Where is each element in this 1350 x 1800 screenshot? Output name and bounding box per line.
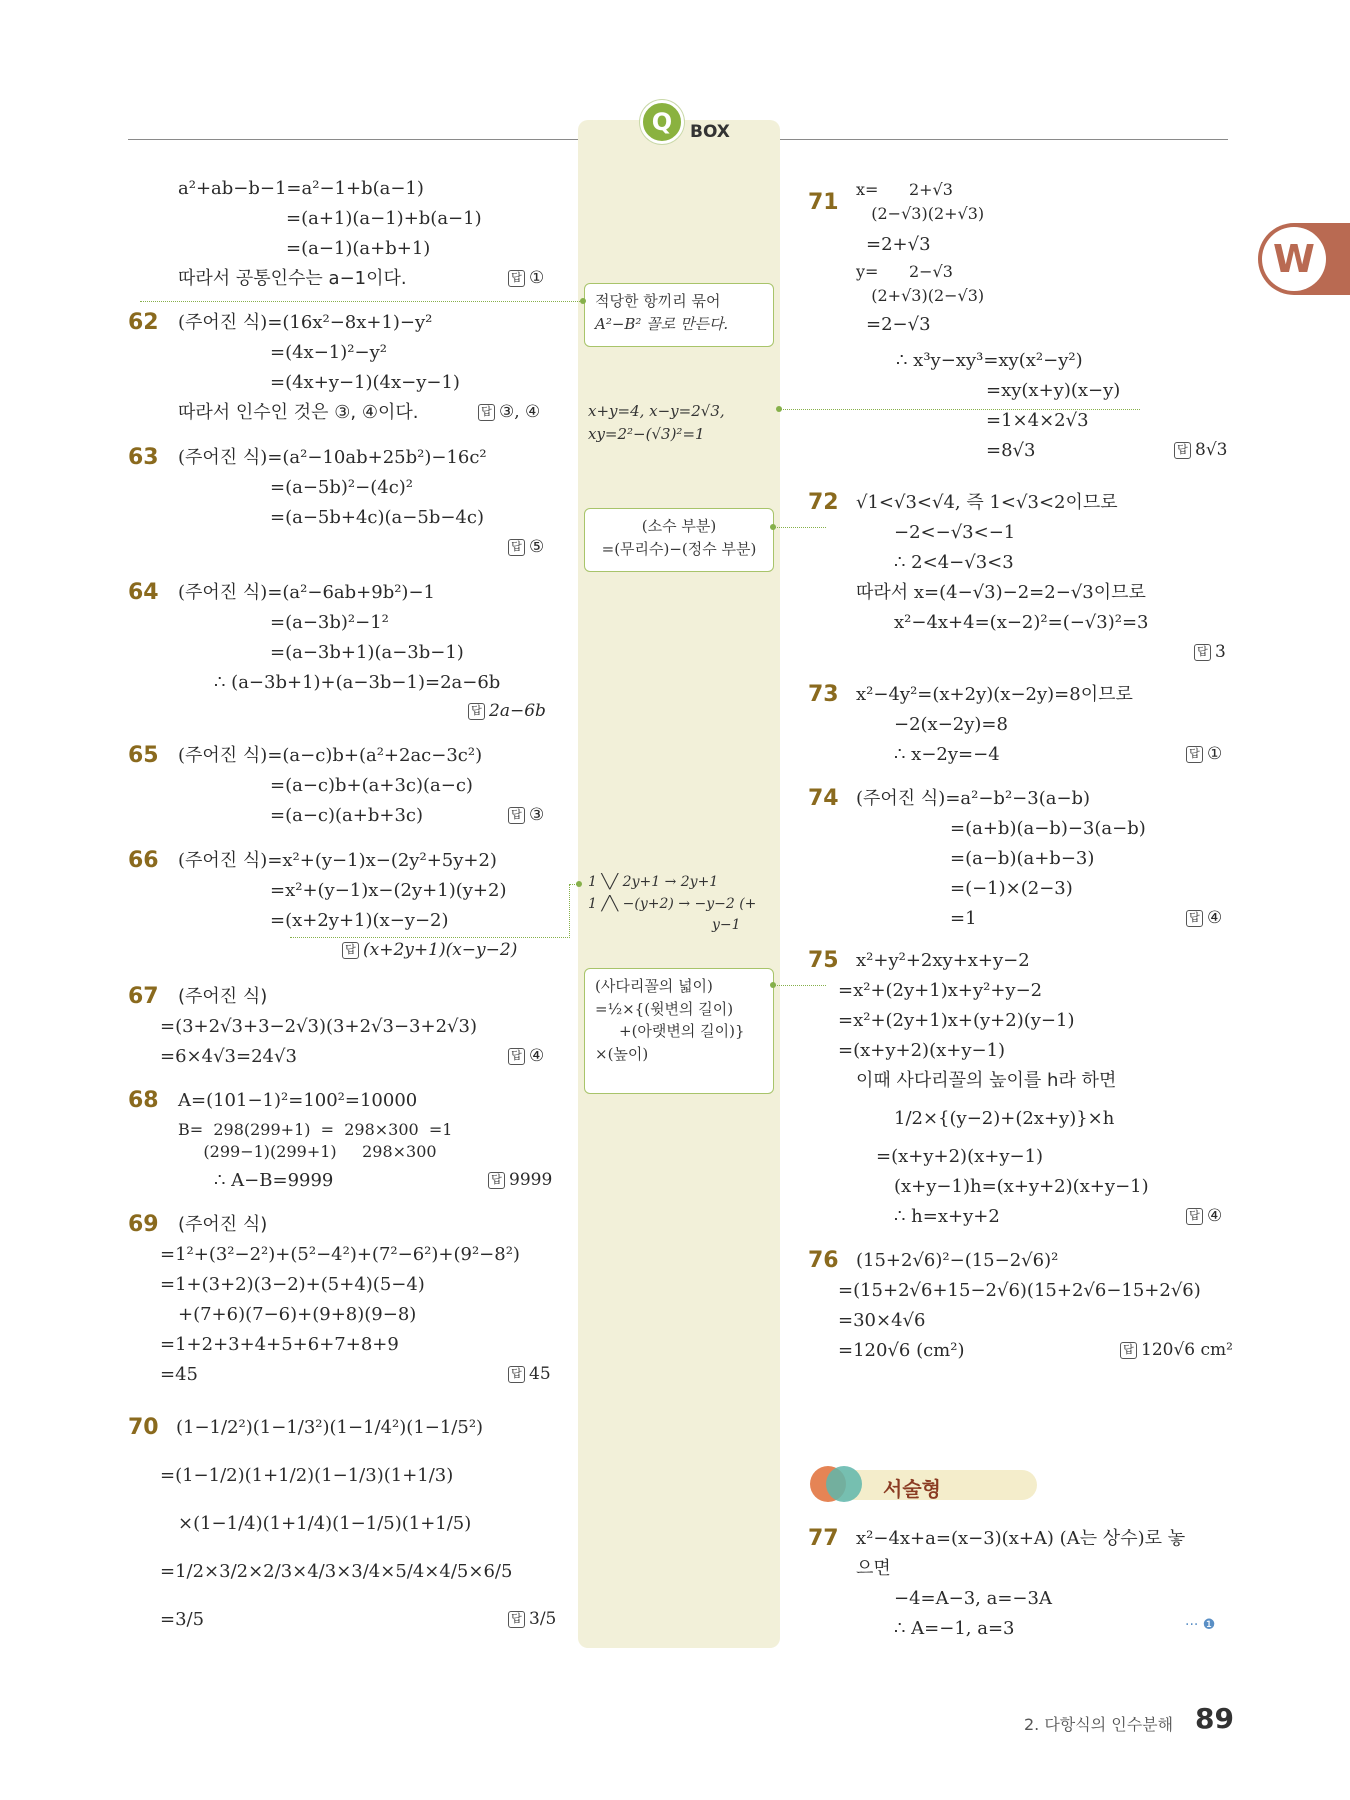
p69-line3: =1+(3+2)(3−2)+(5+4)(5−4) xyxy=(160,1274,425,1295)
qbox-note-4-line1: 1 ╲╱ 2y+1 → 2y+1 xyxy=(588,874,719,890)
p68-line2b: (299−1)(299+1) 298×300 xyxy=(178,1142,437,1161)
p68-answer-value: 9999 xyxy=(509,1170,553,1190)
answer-icon: 답 xyxy=(1174,442,1191,459)
page-number: 89 xyxy=(1195,1702,1234,1735)
p75-line6: 1/2×{(y−2)+(2x+y)}×h xyxy=(894,1108,1115,1129)
p72-line5: x²−4x+4=(x−2)²=(−√3)²=3 xyxy=(894,612,1149,633)
p73-line1: x²−4y²=(x+2y)(x−2y)=8이므로 xyxy=(856,684,1133,705)
essay-section-label: 서술형 xyxy=(883,1477,941,1501)
side-tab-letter: W xyxy=(1273,237,1315,281)
p67-answer xyxy=(508,1046,544,1066)
qbox-note-5-line2: =½×{(윗변의 길이) xyxy=(595,999,734,1018)
p75-answer-value: ④ xyxy=(1207,1206,1223,1226)
p63-line3: =(a−5b+4c)(a−5b−4c) xyxy=(270,507,484,528)
p61-answer xyxy=(508,268,544,288)
p73-line3: ∴ x−2y=−4 xyxy=(894,744,1000,765)
p76-line4: =120√6 (cm²) xyxy=(838,1340,965,1361)
p71-line3: y= 2−√3 xyxy=(856,262,953,281)
p70-answer xyxy=(508,1609,556,1629)
p66-line3: =(x+2y+1)(x−y−2) xyxy=(270,910,449,931)
p62-line2: =(4x−1)²−y² xyxy=(270,342,387,363)
p70-answer-value: 3/5 xyxy=(529,1609,557,1629)
p67-line2: =(3+2√3+3−2√3)(3+2√3−3+2√3) xyxy=(160,1016,477,1037)
p71-line3b: (2+√3)(2−√3) xyxy=(856,286,985,305)
p75-line3: =x²+(2y+1)x+(y+2)(y−1) xyxy=(838,1010,1075,1031)
p61-line3: =(a−1)(a+b+1) xyxy=(286,238,431,259)
answer-icon: 답 xyxy=(508,1611,525,1628)
qbox-note-3-line2: =(무리수)−(정수 부분) xyxy=(601,539,757,558)
p76-line2: =(15+2√6+15−2√6)(15+2√6−15+2√6) xyxy=(838,1280,1201,1301)
problem-number-73: 73 xyxy=(808,682,839,707)
problem-number-63: 63 xyxy=(128,445,159,470)
p71-line2: =2+√3 xyxy=(866,234,931,255)
answer-icon: 답 xyxy=(508,1366,525,1383)
p64-answer-value: 2a−6b xyxy=(489,701,546,721)
p67-line3: =6×4√3=24√3 xyxy=(160,1046,297,1067)
answer-icon: 답 xyxy=(1194,644,1211,661)
p77-line3: −4=A−3, a=−3A xyxy=(894,1588,1052,1609)
connector-62-dot xyxy=(580,298,586,304)
p72-line3: ∴ 2<4−√3<3 xyxy=(894,552,1014,573)
qbox-note-5 xyxy=(584,968,774,1094)
answer-icon: 답 xyxy=(508,1048,525,1065)
p63-answer-value: ⑤ xyxy=(529,537,545,557)
answer-icon: 답 xyxy=(1186,910,1203,927)
p71-line5: ∴ x³y−xy³=xy(x²−y²) xyxy=(896,350,1083,371)
p65-line2: =(a−c)b+(a+3c)(a−c) xyxy=(270,775,473,796)
p76-line1: (15+2√6)²−(15−2√6)² xyxy=(856,1250,1059,1271)
p69-answer xyxy=(508,1364,551,1384)
p62-line4: 따라서 인수인 것은 ③, ④이다. xyxy=(178,402,419,423)
p77-line2: 으면 xyxy=(856,1558,891,1579)
p68-line3: ∴ A−B=9999 xyxy=(214,1170,334,1191)
p76-answer xyxy=(1120,1340,1233,1360)
connector-66-dot xyxy=(576,881,582,887)
problem-number-75: 75 xyxy=(808,948,839,973)
connector-72 xyxy=(774,527,826,528)
p61-answer-value: ① xyxy=(529,268,545,288)
p71-answer-value: 8√3 xyxy=(1195,440,1228,460)
connector-75-dot xyxy=(770,982,776,988)
p74-line1: (주어진 식)=a²−b²−3(a−b) xyxy=(856,788,1091,809)
qbox-label: BOX xyxy=(690,122,730,142)
p75-line4: =(x+y+2)(x+y−1) xyxy=(838,1040,1006,1061)
step-marker: ··· ❶ xyxy=(1185,1617,1216,1633)
p69-line4: +(7+6)(7−6)+(9+8)(9−8) xyxy=(178,1304,417,1325)
p71-line1b: (2−√3)(2+√3) xyxy=(856,204,985,223)
side-tab-circle xyxy=(1262,227,1326,291)
p62-answer-value: ③, ④ xyxy=(499,402,541,422)
p68-answer xyxy=(488,1170,552,1190)
answer-icon: 답 xyxy=(478,404,495,421)
p66-line1: (주어진 식)=x²+(y−1)x−(2y²+5y+2) xyxy=(178,850,497,871)
answer-icon: 답 xyxy=(468,703,485,720)
qbox-note-3 xyxy=(584,508,774,572)
connector-72-dot xyxy=(770,524,776,530)
p72-line1: √1<√3<√4, 즉 1<√3<2이므로 xyxy=(856,492,1118,513)
p71-line6: =xy(x+y)(x−y) xyxy=(986,380,1121,401)
connector-66-v xyxy=(569,884,570,938)
qbox-note-5-line3: +(아랫변의 길이)} xyxy=(619,1022,745,1040)
problem-number-64: 64 xyxy=(128,580,159,605)
p64-line3: =(a−3b+1)(a−3b−1) xyxy=(270,642,464,663)
p77-line1: x²−4x+a=(x−3)(x+A) (A는 상수)로 놓 xyxy=(856,1528,1186,1549)
connector-62 xyxy=(140,301,584,302)
p72-answer-value: 3 xyxy=(1215,642,1226,662)
problem-number-72: 72 xyxy=(808,490,839,515)
p67-line1: (주어진 식) xyxy=(178,986,268,1007)
p72-answer xyxy=(1194,642,1226,662)
p76-answer-value: 120√6 cm² xyxy=(1141,1340,1233,1360)
p69-line2: =1²+(3²−2²)+(5²−4²)+(7²−6²)+(9²−8²) xyxy=(160,1244,520,1265)
p73-line2: −2(x−2y)=8 xyxy=(894,714,1008,735)
qbox-note-3-line1: (소수 부분) xyxy=(641,517,717,535)
p72-line2: −2<−√3<−1 xyxy=(894,522,1016,543)
p69-line5: =1+2+3+4+5+6+7+8+9 xyxy=(160,1334,399,1355)
qbox-note-2-line2: xy=2²−(√3)²=1 xyxy=(588,425,705,444)
p75-line1: x²+y²+2xy+x+y−2 xyxy=(856,950,1030,971)
p75-line5: 이때 사다리꼴의 높이를 h라 하면 xyxy=(856,1070,1117,1091)
p64-line1: (주어진 식)=(a²−6ab+9b²)−1 xyxy=(178,582,435,603)
p65-answer xyxy=(508,805,544,825)
answer-icon: 답 xyxy=(1120,1342,1137,1359)
p77-line4: ∴ A=−1, a=3 xyxy=(894,1618,1015,1639)
p61-line1: a²+ab−b−1=a²−1+b(a−1) xyxy=(178,178,424,199)
connector-71-dot xyxy=(776,406,782,412)
p75-line8: (x+y−1)h=(x+y+2)(x+y−1) xyxy=(894,1176,1149,1197)
answer-icon: 답 xyxy=(508,539,525,556)
p71-answer xyxy=(1174,440,1227,460)
p71-line7: =1×4×2√3 xyxy=(986,410,1089,431)
p64-answer xyxy=(468,701,546,721)
p74-line5: =1 xyxy=(950,908,977,929)
p71-line1: x= 2+√3 xyxy=(856,180,953,199)
p72-line4: 따라서 x=(4−√3)−2=2−√3이므로 xyxy=(856,582,1146,603)
p66-answer-value: (x+2y+1)(x−y−2) xyxy=(363,940,518,960)
problem-number-76: 76 xyxy=(808,1248,839,1273)
p74-answer-value: ④ xyxy=(1207,908,1223,928)
p74-line4: =(−1)×(2−3) xyxy=(950,878,1073,899)
qbox-note-5-line1: (사다리꼴의 넓이) xyxy=(595,977,713,995)
p63-answer xyxy=(508,537,544,557)
p65-line3: =(a−c)(a+b+3c) xyxy=(270,805,424,826)
qbox-note-4 xyxy=(588,872,774,937)
p70-line1: (1−1/2²)(1−1/3²)(1−1/4²)(1−1/5²) xyxy=(176,1417,484,1438)
connector-66 xyxy=(290,937,570,938)
qbox-note-2-line1: x+y=4, x−y=2√3, xyxy=(588,402,725,420)
answer-icon: 답 xyxy=(1186,1208,1203,1225)
p69-line1: (주어진 식) xyxy=(178,1214,268,1235)
qbox-badge xyxy=(640,100,684,144)
p74-line3: =(a−b)(a+b−3) xyxy=(950,848,1095,869)
connector-75 xyxy=(774,985,826,986)
p61-line2: =(a+1)(a−1)+b(a−1) xyxy=(286,208,482,229)
p64-line4: ∴ (a−3b+1)+(a−3b−1)=2a−6b xyxy=(214,672,501,693)
qbox-note-5-line4: ×(높이) xyxy=(595,1044,649,1063)
top-rule-left xyxy=(128,139,578,140)
p73-answer xyxy=(1186,744,1222,764)
p64-line2: =(a−3b)²−1² xyxy=(270,612,389,633)
p73-answer-value: ① xyxy=(1207,744,1223,764)
p69-answer-value: 45 xyxy=(529,1364,551,1384)
p65-answer-value: ③ xyxy=(529,805,545,825)
problem-number-68: 68 xyxy=(128,1088,159,1113)
p75-line7: =(x+y+2)(x+y−1) xyxy=(876,1146,1044,1167)
problem-number-69: 69 xyxy=(128,1212,159,1237)
p62-line3: =(4x+y−1)(4x−y−1) xyxy=(270,372,460,393)
p74-answer xyxy=(1186,908,1222,928)
p62-answer xyxy=(478,402,540,422)
p75-line9: ∴ h=x+y+2 xyxy=(894,1206,1000,1227)
essay-section-icon-teal xyxy=(826,1466,862,1502)
p70-line3: ×(1−1/4)(1+1/4)(1−1/5)(1+1/5) xyxy=(178,1513,472,1534)
p70-line4: =1/2×3/2×2/3×4/3×3/4×5/4×4/5×6/5 xyxy=(160,1561,513,1582)
qbox-note-4-line3: y−1 xyxy=(712,917,741,934)
problem-number-70: 70 xyxy=(128,1415,159,1440)
footer-chapter: 2. 다항식의 인수분해 xyxy=(1024,1715,1174,1734)
p62-line1: (주어진 식)=(16x²−8x+1)−y² xyxy=(178,312,433,333)
p68-line1: A=(101−1)²=100²=10000 xyxy=(178,1090,418,1111)
p63-line2: =(a−5b)²−(4c)² xyxy=(270,477,414,498)
problem-number-62: 62 xyxy=(128,310,159,335)
p68-line2: B= 298(299+1) = 298×300 =1 xyxy=(178,1120,453,1139)
problem-number-65: 65 xyxy=(128,743,159,768)
p74-line2: =(a+b)(a−b)−3(a−b) xyxy=(950,818,1146,839)
p71-line8: =8√3 xyxy=(986,440,1036,461)
p66-line2: =x²+(y−1)x−(2y+1)(y+2) xyxy=(270,880,507,901)
qbox-note-1-line1: 적당한 항끼리 묶어 xyxy=(595,292,721,310)
problem-number-71: 71 xyxy=(808,190,839,215)
p66-answer xyxy=(342,940,517,960)
p75-line2: =x²+(2y+1)x+y²+y−2 xyxy=(838,980,1043,1001)
problem-number-74: 74 xyxy=(808,786,839,811)
problem-number-67: 67 xyxy=(128,984,159,1009)
p61-line4: 따라서 공통인수는 a−1이다. xyxy=(178,268,407,289)
answer-icon: 답 xyxy=(508,807,525,824)
p67-answer-value: ④ xyxy=(529,1046,545,1066)
answer-icon: 답 xyxy=(488,1172,505,1189)
p75-answer xyxy=(1186,1206,1222,1226)
p65-line1: (주어진 식)=(a−c)b+(a²+2ac−3c²) xyxy=(178,745,483,766)
qbox-note-2 xyxy=(588,400,774,447)
p70-line5: =3/5 xyxy=(160,1609,205,1630)
p63-line1: (주어진 식)=(a²−10ab+25b²)−16c² xyxy=(178,447,487,468)
answer-icon: 답 xyxy=(508,270,525,287)
answer-icon: 답 xyxy=(1186,746,1203,763)
p70-line2: =(1−1/2)(1+1/2)(1−1/3)(1+1/3) xyxy=(160,1465,454,1486)
top-rule-right xyxy=(780,139,1228,140)
problem-number-66: 66 xyxy=(128,848,159,873)
p69-line6: =45 xyxy=(160,1364,198,1385)
p76-line3: =30×4√6 xyxy=(838,1310,926,1331)
p71-line4: =2−√3 xyxy=(866,314,931,335)
answer-icon: 답 xyxy=(342,942,359,959)
qbox-note-1-line2: A²−B² 꼴로 만든다. xyxy=(595,314,729,333)
problem-number-77: 77 xyxy=(808,1526,839,1551)
qbox-badge-letter: Q xyxy=(651,108,673,136)
qbox-note-1 xyxy=(584,283,774,347)
qbox-note-4-line2: 1 ╱╲ −(y+2) → −y−2 (+ xyxy=(588,895,757,912)
